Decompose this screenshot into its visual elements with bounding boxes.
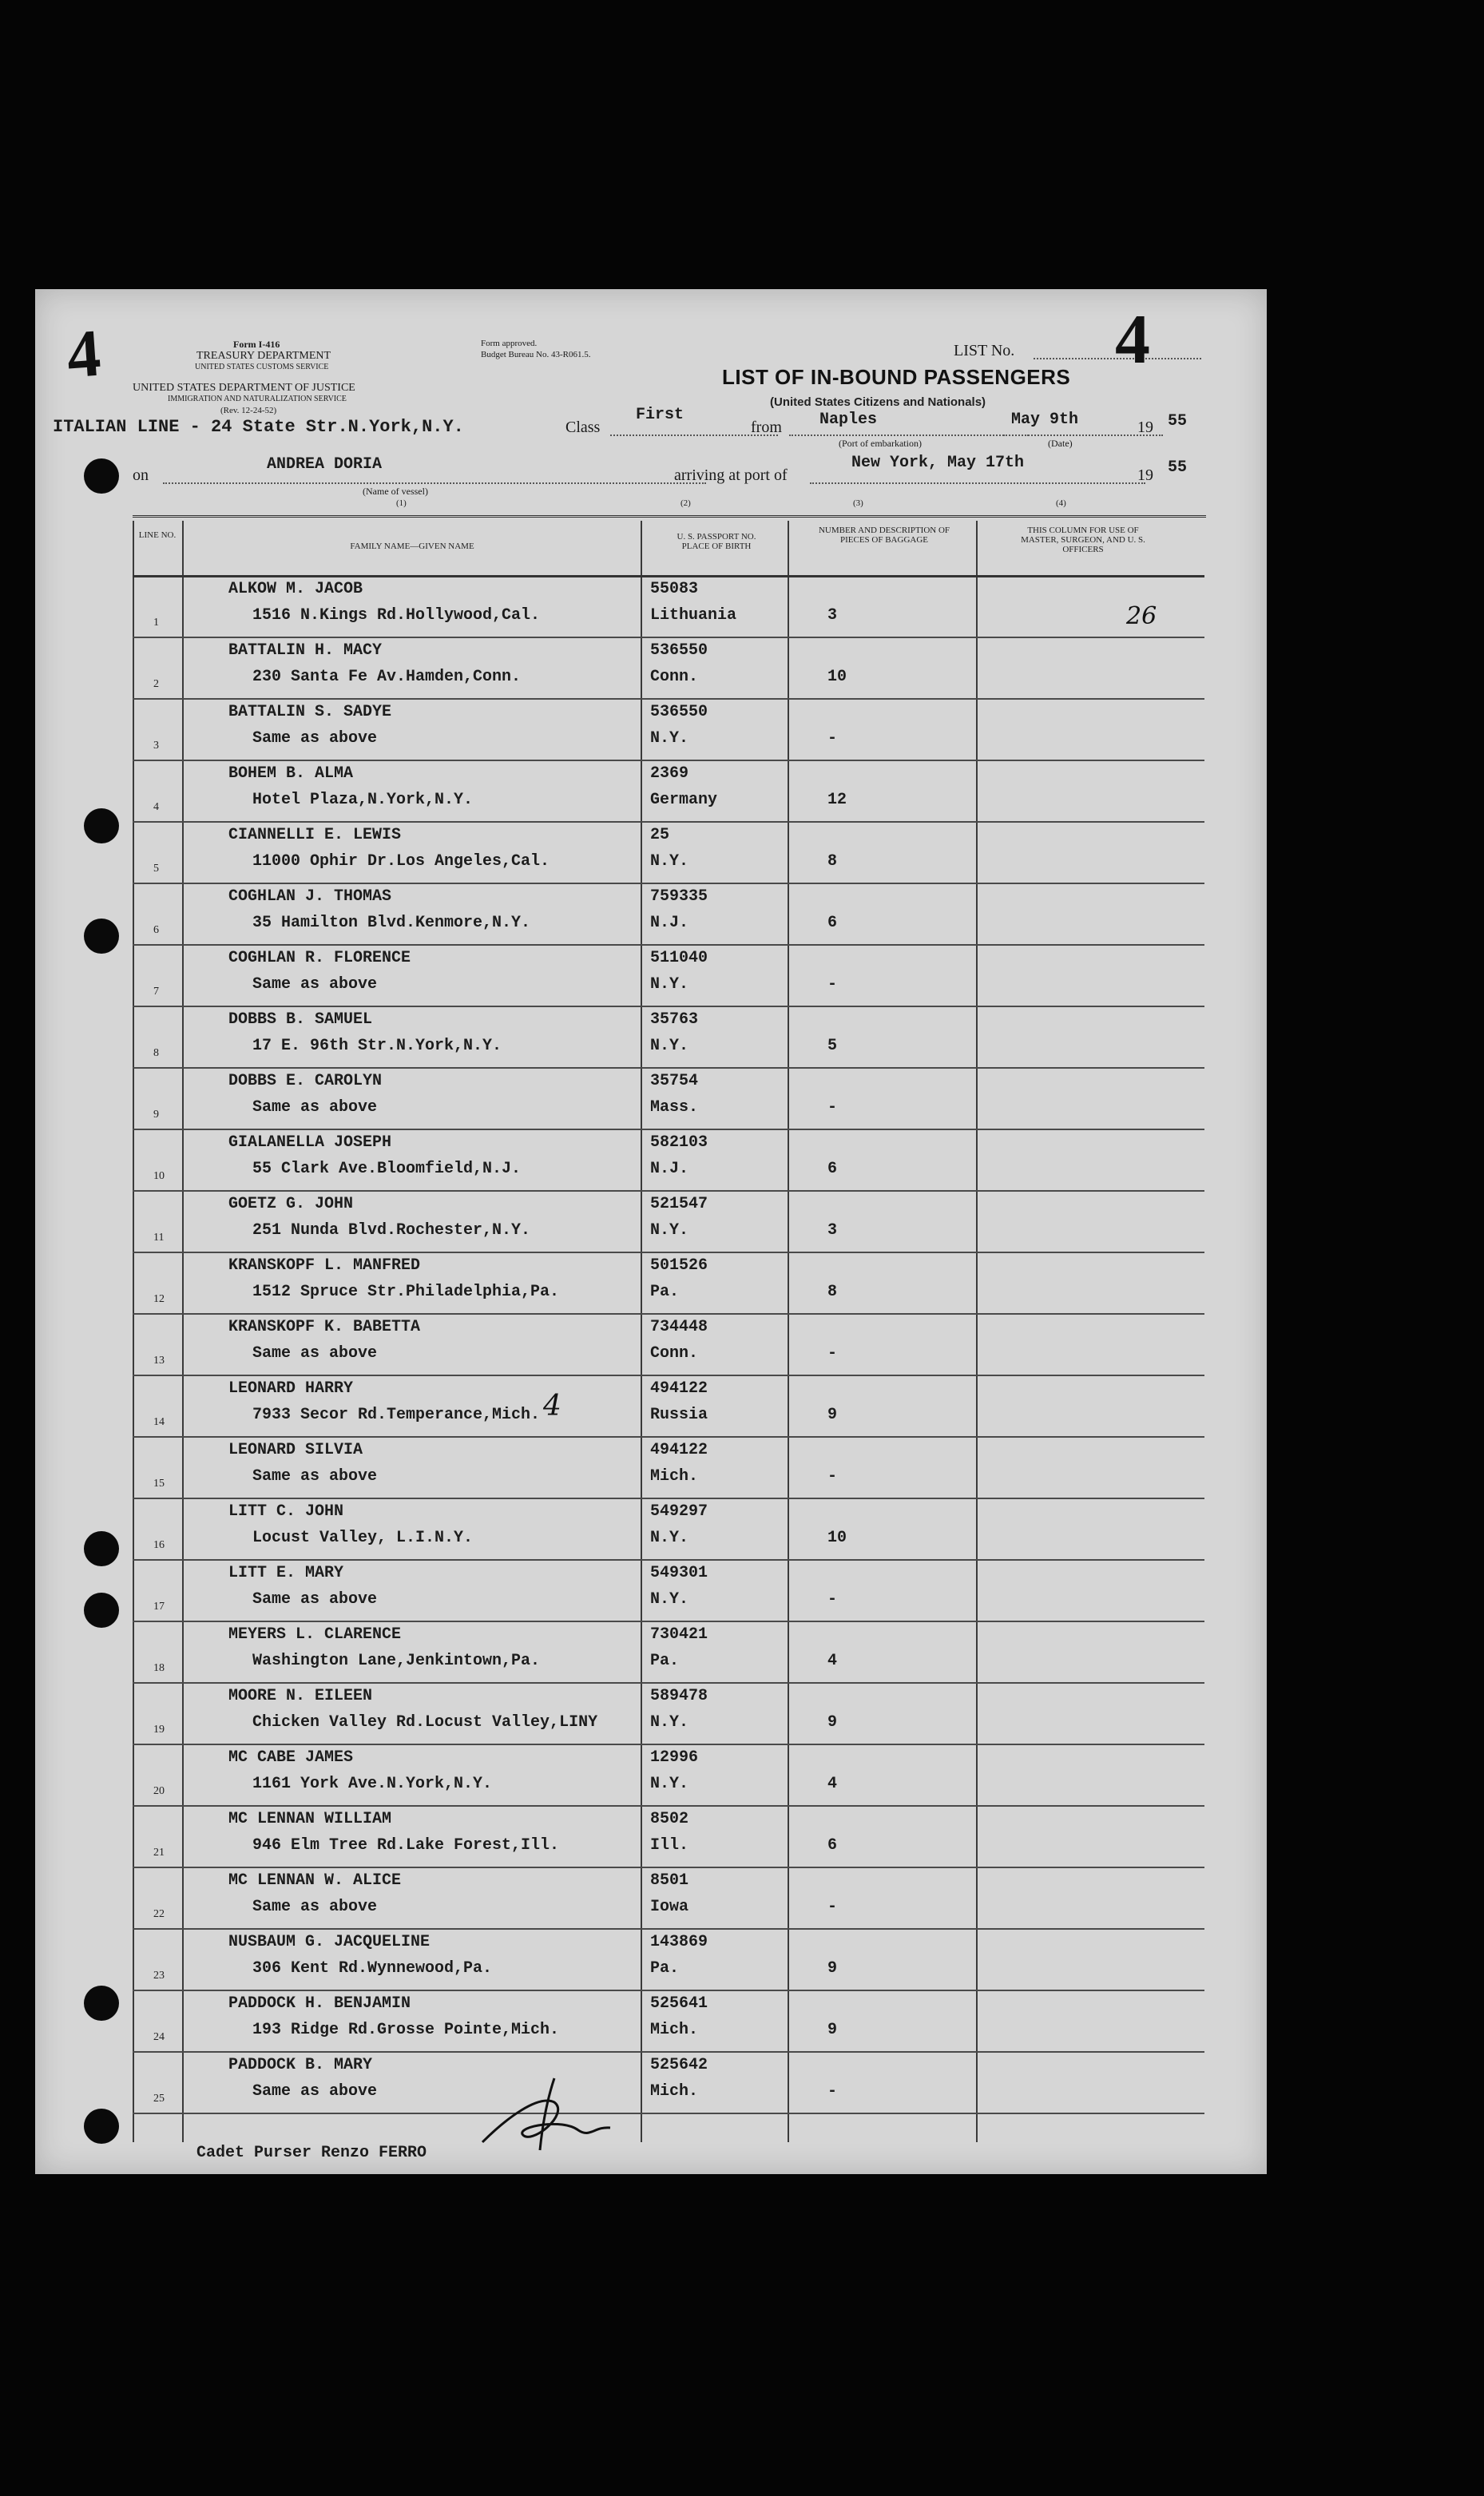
table-row xyxy=(133,1192,1204,1253)
baggage-count: - xyxy=(827,1898,838,1916)
baggage-count: - xyxy=(827,975,838,994)
line-number: 10 xyxy=(153,1170,165,1182)
from-label: from xyxy=(751,419,782,436)
corner-stamp: 4 xyxy=(64,315,104,393)
passenger-name: MEYERS L. CLARENCE xyxy=(228,1625,402,1644)
passenger-name: CIANNELLI E. LEWIS xyxy=(228,826,402,844)
col-header-name: FAMILY NAME—GIVEN NAME xyxy=(350,542,474,551)
table-row xyxy=(133,1130,1204,1192)
punch-hole xyxy=(84,919,119,954)
baggage-count: 9 xyxy=(827,1713,838,1732)
place-of-birth: N.Y. xyxy=(650,729,689,748)
passport-number: 55083 xyxy=(650,580,699,598)
baggage-count: 6 xyxy=(827,914,838,932)
page-title: LIST OF IN-BOUND PASSENGERS xyxy=(722,365,1071,389)
passenger-name: GOETZ G. JOHN xyxy=(228,1195,354,1213)
passenger-address: Hotel Plaza,N.York,N.Y. xyxy=(252,791,474,809)
passenger-name: PADDOCK B. MARY xyxy=(228,2056,373,2074)
vessel-line xyxy=(163,482,706,484)
place-of-birth: N.Y. xyxy=(650,1037,689,1055)
place-of-birth: Lithuania xyxy=(650,606,737,625)
shipping-company: ITALIAN LINE - 24 State Str.N.York,N.Y. xyxy=(53,417,464,437)
baggage-count: 4 xyxy=(827,1775,838,1793)
passenger-address: Same as above xyxy=(252,975,378,994)
line-number: 4 xyxy=(153,801,159,813)
baggage-count: 3 xyxy=(827,606,838,625)
caption-2: (2) xyxy=(680,498,691,508)
passenger-address: Chicken Valley Rd.Locust Valley,LINY xyxy=(252,1713,598,1732)
page-subtitle: (United States Citizens and Nationals) xyxy=(770,395,986,409)
customs-service: UNITED STATES CUSTOMS SERVICE xyxy=(195,363,329,371)
baggage-count: 8 xyxy=(827,852,838,871)
margin-mark: 4 xyxy=(543,1390,561,1423)
table-row xyxy=(133,946,1204,1007)
baggage-count: 12 xyxy=(827,791,847,809)
passenger-address: Same as above xyxy=(252,729,378,748)
passport-number: 511040 xyxy=(650,949,708,967)
line-number: 16 xyxy=(153,1539,165,1551)
passenger-table xyxy=(133,521,1204,2142)
passport-number: 549297 xyxy=(650,1502,708,1521)
row-divider xyxy=(133,2113,1204,2114)
place-of-birth: Pa. xyxy=(650,1283,680,1301)
table-row xyxy=(133,1622,1204,1684)
caption-1: (1) xyxy=(396,498,407,508)
passport-number: 730421 xyxy=(650,1625,708,1644)
passenger-name: MC CABE JAMES xyxy=(228,1748,354,1767)
place-of-birth: N.Y. xyxy=(650,852,689,871)
place-of-birth: Conn. xyxy=(650,668,699,686)
port-embarkation-caption: (Port of embarkation) xyxy=(839,438,922,449)
table-row xyxy=(133,823,1204,884)
place-of-birth: N.J. xyxy=(650,914,689,932)
line-number: 15 xyxy=(153,1478,165,1490)
handwritten-signature xyxy=(450,2070,642,2158)
place-of-birth: N.J. xyxy=(650,1160,689,1178)
baggage-count: 8 xyxy=(827,1283,838,1301)
list-no-label: LIST No. xyxy=(954,342,1015,359)
passenger-name: PADDOCK H. BENJAMIN xyxy=(228,1994,411,2013)
line-number: 2 xyxy=(153,678,159,690)
passenger-address: Same as above xyxy=(252,1898,378,1916)
passenger-name: KRANSKOPF L. MANFRED xyxy=(228,1256,421,1275)
line-number: 14 xyxy=(153,1416,165,1428)
line-number: 22 xyxy=(153,1908,165,1920)
baggage-count: - xyxy=(827,729,838,748)
baggage-count: - xyxy=(827,1098,838,1117)
line-number: 23 xyxy=(153,1970,165,1982)
punch-hole xyxy=(84,2109,119,2144)
baggage-count: 6 xyxy=(827,1836,838,1855)
place-of-birth: N.Y. xyxy=(650,975,689,994)
baggage-count: - xyxy=(827,1590,838,1609)
passport-number: 521547 xyxy=(650,1195,708,1213)
passport-number: 536550 xyxy=(650,641,708,660)
passport-number: 501526 xyxy=(650,1256,708,1275)
passenger-name: MC LENNAN WILLIAM xyxy=(228,1810,392,1828)
col-header-officers: THIS COLUMN FOR USE OF MASTER, SURGEON, AND U. S. OFFICERS xyxy=(1021,526,1145,554)
punch-hole xyxy=(84,458,119,494)
table-row xyxy=(133,1376,1204,1438)
manifest-sheet xyxy=(35,289,1267,2174)
place-of-birth: Mich. xyxy=(650,2021,699,2039)
line-number: 6 xyxy=(153,924,159,936)
table-row xyxy=(133,700,1204,761)
place-of-birth: Pa. xyxy=(650,1959,680,1978)
passenger-address: Locust Valley, L.I.N.Y. xyxy=(252,1529,474,1547)
line-number: 12 xyxy=(153,1293,165,1305)
passport-number: 589478 xyxy=(650,1687,708,1705)
baggage-count: 9 xyxy=(827,1959,838,1978)
form-number: Form I-416 xyxy=(233,339,280,350)
passenger-address: 17 E. 96th Str.N.York,N.Y. xyxy=(252,1037,502,1055)
passport-number: 143869 xyxy=(650,1933,708,1951)
ins-service: IMMIGRATION AND NATURALIZATION SERVICE xyxy=(168,395,347,403)
passenger-address: Same as above xyxy=(252,2082,378,2101)
passenger-name: LEONARD SILVIA xyxy=(228,1441,363,1459)
table-row xyxy=(133,1868,1204,1930)
passenger-name: BATTALIN S. SADYE xyxy=(228,703,392,721)
col-header-line-no: LINE NO. xyxy=(138,530,177,540)
passenger-address: 230 Santa Fe Av.Hamden,Conn. xyxy=(252,668,522,686)
line-number: 3 xyxy=(153,740,159,752)
vessel-caption: (Name of vessel) xyxy=(363,486,428,497)
table-row xyxy=(133,1684,1204,1745)
table-row xyxy=(133,1930,1204,1991)
line-number: 17 xyxy=(153,1601,165,1613)
passenger-name: BOHEM B. ALMA xyxy=(228,764,354,783)
baggage-count: 9 xyxy=(827,2021,838,2039)
passenger-address: 7933 Secor Rd.Temperance,Mich. xyxy=(252,1406,541,1424)
passenger-address: 35 Hamilton Blvd.Kenmore,N.Y. xyxy=(252,914,531,932)
baggage-count: 10 xyxy=(827,668,847,686)
line-number: 5 xyxy=(153,863,159,875)
passport-number: 525642 xyxy=(650,2056,708,2074)
table-row xyxy=(133,1438,1204,1499)
arrival-line xyxy=(810,482,1145,484)
passport-number: 25 xyxy=(650,826,670,844)
place-of-birth: Pa. xyxy=(650,1652,680,1670)
list-no-value: 4 xyxy=(1115,301,1150,379)
place-of-birth: Conn. xyxy=(650,1344,699,1363)
line-number: 20 xyxy=(153,1785,165,1797)
place-of-birth: Ill. xyxy=(650,1836,689,1855)
baggage-count: - xyxy=(827,1344,838,1363)
departure-year: 55 xyxy=(1168,412,1188,431)
passport-number: 8501 xyxy=(650,1871,689,1890)
baggage-count: - xyxy=(827,1467,838,1486)
line-number: 21 xyxy=(153,1847,165,1859)
passenger-address: 193 Ridge Rd.Grosse Pointe,Mich. xyxy=(252,2021,560,2039)
table-row xyxy=(133,638,1204,700)
place-of-birth: N.Y. xyxy=(650,1775,689,1793)
passenger-name: NUSBAUM G. JACQUELINE xyxy=(228,1933,431,1951)
passenger-address: 251 Nunda Blvd.Rochester,N.Y. xyxy=(252,1221,531,1240)
passenger-name: MOORE N. EILEEN xyxy=(228,1687,373,1705)
passenger-address: Same as above xyxy=(252,1344,378,1363)
place-of-birth: Iowa xyxy=(650,1898,689,1916)
revision: (Rev. 12-24-52) xyxy=(220,406,277,415)
header-rule xyxy=(133,515,1206,518)
line-number: 8 xyxy=(153,1047,159,1059)
vessel-name: ANDREA DORIA xyxy=(267,455,383,474)
class-label: Class xyxy=(565,419,601,436)
purser-signature-line: Cadet Purser Renzo FERRO xyxy=(196,2144,427,2162)
passenger-name: LITT E. MARY xyxy=(228,1564,344,1582)
baggage-count: 9 xyxy=(827,1406,838,1424)
year-prefix: 19 xyxy=(1137,419,1153,436)
passenger-address: 1512 Spruce Str.Philadelphia,Pa. xyxy=(252,1283,560,1301)
baggage-count: 6 xyxy=(827,1160,838,1178)
passport-number: 734448 xyxy=(650,1318,708,1336)
passport-number: 12996 xyxy=(650,1748,699,1767)
passenger-name: KRANSKOPF K. BABETTA xyxy=(228,1318,421,1336)
table-row xyxy=(133,577,1204,638)
col-header-baggage: NUMBER AND DESCRIPTION OF PIECES OF BAGGAGE xyxy=(818,526,950,545)
punch-hole xyxy=(84,1593,119,1628)
baggage-count: 4 xyxy=(827,1652,838,1670)
passenger-name: MC LENNAN W. ALICE xyxy=(228,1871,402,1890)
line-number: 9 xyxy=(153,1109,159,1121)
table-row xyxy=(133,1315,1204,1376)
passport-number: 549301 xyxy=(650,1564,708,1582)
passenger-address: 1516 N.Kings Rd.Hollywood,Cal. xyxy=(252,606,541,625)
table-row xyxy=(133,1561,1204,1622)
passenger-name: BATTALIN H. MACY xyxy=(228,641,383,660)
passport-number: 2369 xyxy=(650,764,689,783)
line-number: 18 xyxy=(153,1662,165,1674)
line-number: 11 xyxy=(153,1232,165,1244)
table-row xyxy=(133,1253,1204,1315)
passenger-name: GIALANELLA JOSEPH xyxy=(228,1133,392,1152)
passenger-name: COGHLAN J. THOMAS xyxy=(228,887,392,906)
passport-number: 8502 xyxy=(650,1810,689,1828)
passport-number: 525641 xyxy=(650,1994,708,2013)
passenger-address: Same as above xyxy=(252,1590,378,1609)
line-number: 13 xyxy=(153,1355,165,1367)
count-note: 26 xyxy=(1126,602,1157,630)
passenger-name: COGHLAN R. FLORENCE xyxy=(228,949,411,967)
line-number: 1 xyxy=(153,617,159,629)
from-value: Naples xyxy=(819,411,878,429)
treasury-dept: TREASURY DEPARTMENT xyxy=(196,350,331,362)
budget-bureau: Budget Bureau No. 43-R061.5. xyxy=(481,350,591,359)
baggage-count: 3 xyxy=(827,1221,838,1240)
passenger-address: 1161 York Ave.N.York,N.Y. xyxy=(252,1775,493,1793)
from-line xyxy=(789,435,1029,436)
justice-dept: UNITED STATES DEPARTMENT OF JUSTICE xyxy=(133,382,355,394)
table-row xyxy=(133,1991,1204,2053)
on-label: on xyxy=(133,466,149,484)
punch-hole xyxy=(84,1531,119,1566)
passenger-name: ALKOW M. JACOB xyxy=(228,580,363,598)
place-of-birth: N.Y. xyxy=(650,1221,689,1240)
line-number: 24 xyxy=(153,2031,165,2043)
place-of-birth: Mich. xyxy=(650,2082,699,2101)
passport-number: 582103 xyxy=(650,1133,708,1152)
baggage-count: 5 xyxy=(827,1037,838,1055)
line-number: 7 xyxy=(153,986,159,998)
place-of-birth: Russia xyxy=(650,1406,708,1424)
passenger-address: Washington Lane,Jenkintown,Pa. xyxy=(252,1652,541,1670)
passenger-address: Same as above xyxy=(252,1467,378,1486)
table-row xyxy=(133,1745,1204,1807)
table-row xyxy=(133,1069,1204,1130)
passenger-name: DOBBS B. SAMUEL xyxy=(228,1010,373,1029)
table-row xyxy=(133,1007,1204,1069)
table-row xyxy=(133,1807,1204,1868)
arrival-year: 55 xyxy=(1168,458,1188,477)
table-row xyxy=(133,2053,1204,2114)
baggage-count: - xyxy=(827,2082,838,2101)
passenger-address: 55 Clark Ave.Bloomfield,N.J. xyxy=(252,1160,522,1178)
punch-hole xyxy=(84,808,119,843)
place-of-birth: Mass. xyxy=(650,1098,699,1117)
passenger-name: LITT C. JOHN xyxy=(228,1502,344,1521)
passport-number: 536550 xyxy=(650,703,708,721)
arrival-port-date: New York, May 17th xyxy=(851,454,1025,472)
passenger-address: 306 Kent Rd.Wynnewood,Pa. xyxy=(252,1959,493,1978)
year-prefix-arrival: 19 xyxy=(1137,466,1153,484)
table-row xyxy=(133,1499,1204,1561)
line-number: 25 xyxy=(153,2093,165,2105)
col-header-passport: U. S. PASSPORT NO. PLACE OF BIRTH xyxy=(677,532,756,551)
class-value: First xyxy=(636,406,684,424)
place-of-birth: Mich. xyxy=(650,1467,699,1486)
baggage-count: 10 xyxy=(827,1529,847,1547)
passport-number: 35754 xyxy=(650,1072,699,1090)
caption-4: (4) xyxy=(1056,498,1066,508)
passenger-name: DOBBS E. CAROLYN xyxy=(228,1072,383,1090)
form-approved: Form approved. xyxy=(481,339,538,348)
caption-3: (3) xyxy=(853,498,863,508)
departure-date: May 9th xyxy=(1011,411,1079,429)
arriving-label: arriving at port of xyxy=(674,466,788,484)
passenger-address: 946 Elm Tree Rd.Lake Forest,Ill. xyxy=(252,1836,560,1855)
line-number: 19 xyxy=(153,1724,165,1736)
passport-number: 494122 xyxy=(650,1441,708,1459)
passport-number: 759335 xyxy=(650,887,708,906)
place-of-birth: N.Y. xyxy=(650,1590,689,1609)
passport-number: 494122 xyxy=(650,1379,708,1398)
table-row xyxy=(133,761,1204,823)
place-of-birth: Germany xyxy=(650,791,718,809)
passenger-name: LEONARD HARRY xyxy=(228,1379,354,1398)
place-of-birth: N.Y. xyxy=(650,1529,689,1547)
table-row xyxy=(133,884,1204,946)
place-of-birth: N.Y. xyxy=(650,1713,689,1732)
punch-hole xyxy=(84,1986,119,2021)
passenger-address: 11000 Ophir Dr.Los Angeles,Cal. xyxy=(252,852,550,871)
date-caption: (Date) xyxy=(1048,438,1073,449)
passenger-address: Same as above xyxy=(252,1098,378,1117)
passport-number: 35763 xyxy=(650,1010,699,1029)
